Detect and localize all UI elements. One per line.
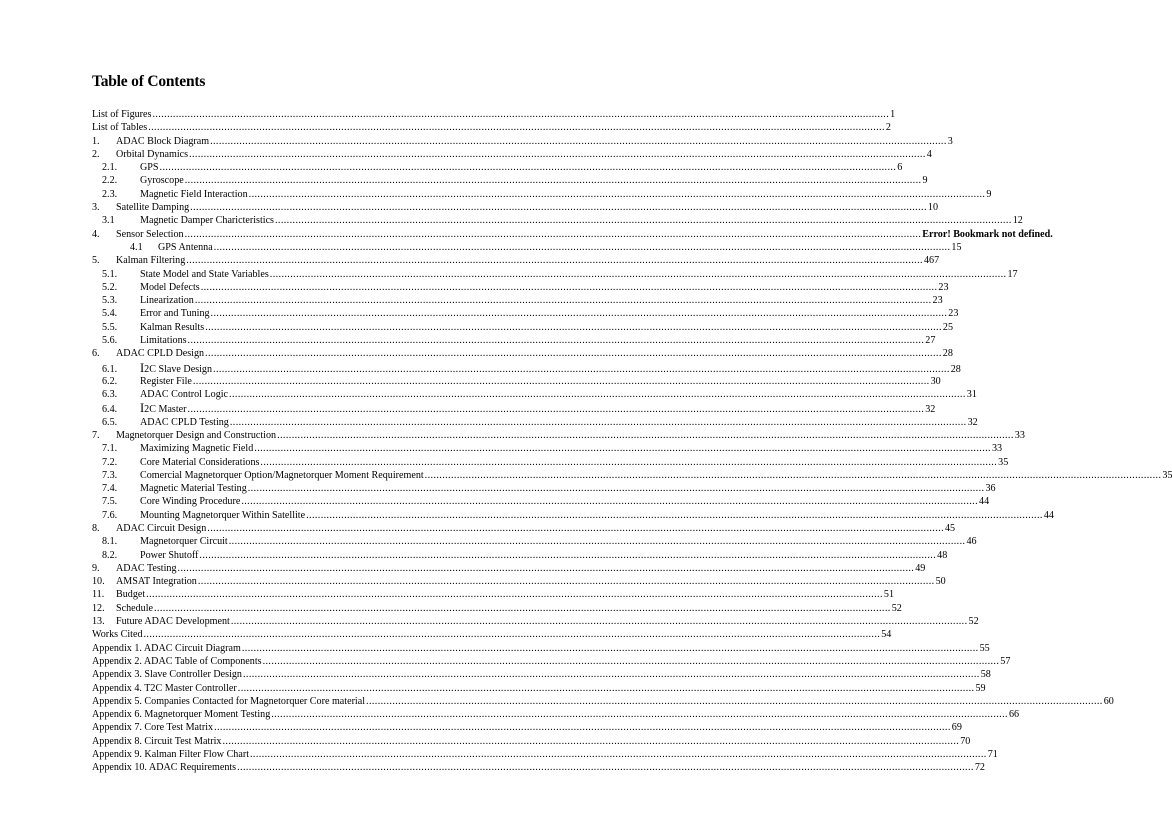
- toc-entry-title: Schedule: [116, 602, 153, 614]
- toc-dot-leader: [199, 549, 936, 562]
- toc-dot-leader: [425, 469, 1162, 482]
- toc-entry-title: Satellite Damping: [116, 202, 190, 214]
- toc-dot-leader: [185, 228, 922, 241]
- toc-entry-page: 27: [925, 335, 936, 347]
- toc-dot-leader: [148, 121, 885, 134]
- toc-entry-number: 7.: [92, 429, 100, 441]
- toc-entry-number: 5.5.: [102, 321, 118, 333]
- toc-entry-number: 2.3.: [102, 188, 118, 200]
- toc-entry-number: 5.: [92, 255, 100, 267]
- toc-entry[interactable]: [92, 682, 986, 695]
- toc-entry-page: 17: [1007, 268, 1018, 280]
- toc-entry-title: Linearization: [140, 295, 194, 307]
- toc-entry[interactable]: [92, 347, 953, 360]
- toc-dot-leader: [188, 334, 925, 347]
- toc-entry[interactable]: [92, 201, 938, 214]
- toc-list: [92, 108, 1172, 775]
- toc-entry-page: 35: [998, 456, 1009, 468]
- toc-entry[interactable]: [92, 135, 953, 148]
- toc-entry-title: Works Cited: [92, 629, 143, 641]
- toc-entry-page: 52: [968, 616, 979, 628]
- toc-entry-title: Appendix 4. T2C Master Controller: [92, 682, 237, 694]
- toc-dot-leader: [260, 456, 997, 469]
- toc-entry[interactable]: [92, 307, 959, 320]
- toc-dot-leader: [248, 482, 985, 495]
- toc-entry-page: 23: [938, 281, 949, 293]
- toc-entry-title: ADAC Block Diagram: [116, 135, 210, 147]
- toc-dot-leader: [275, 214, 1012, 227]
- toc-dot-leader: [198, 575, 935, 588]
- toc-entry[interactable]: [92, 655, 1011, 668]
- toc-dot-leader: [243, 668, 980, 681]
- toc-entry-title: Mounting Magnetorquer Within Satellite: [140, 509, 306, 521]
- toc-entry-page: 23: [932, 295, 943, 307]
- toc-entry-page: 15: [951, 241, 962, 253]
- toc-entry[interactable]: [92, 388, 977, 401]
- toc-entry-title: Appendix 6. Magnetorquer Moment Testing: [92, 709, 271, 721]
- toc-dot-leader: [160, 161, 897, 174]
- toc-dot-leader: [249, 188, 986, 201]
- toc-dot-leader: [263, 655, 1000, 668]
- toc-entry-title: GPS Antenna: [158, 241, 213, 253]
- toc-dot-leader: [231, 615, 968, 628]
- toc-entry-number: 11.: [92, 589, 105, 601]
- toc-entry-number: 2.2.: [102, 175, 118, 187]
- toc-entry-page: 59: [975, 682, 986, 694]
- toc-entry[interactable]: [92, 535, 977, 548]
- toc-dot-leader: [238, 682, 975, 695]
- toc-entry-page: 25: [942, 321, 954, 333]
- toc-entry-number: 7.2.: [102, 456, 118, 468]
- toc-dot-leader: [222, 735, 959, 748]
- toc-entry[interactable]: [92, 254, 940, 267]
- toc-entry-page: 70: [960, 735, 971, 747]
- toc-entry-title: State Model and State Variables: [140, 268, 269, 280]
- toc-dot-leader: [277, 429, 1014, 442]
- toc-dot-leader: [250, 748, 987, 761]
- toc-entry[interactable]: [92, 748, 998, 761]
- toc-entry-title: Model Defects: [140, 281, 200, 293]
- toc-entry-page: 48: [937, 549, 948, 561]
- toc-entry-title: Limitations: [140, 335, 187, 347]
- toc-entry-number: 7.5.: [102, 496, 118, 508]
- toc-entry-number: 7.6.: [102, 509, 118, 521]
- toc-entry-number: 4.: [92, 228, 100, 240]
- toc-entry[interactable]: [92, 575, 946, 588]
- toc-entry-page: 66: [1008, 709, 1020, 721]
- toc-entry-number: 8.2.: [102, 549, 118, 561]
- toc-entry-page: 35: [1162, 469, 1172, 481]
- toc-entry[interactable]: [92, 695, 1114, 708]
- toc-entry-page: 9: [922, 175, 928, 187]
- toc-entry-title: ADAC CPLD Testing: [140, 416, 229, 428]
- toc-entry-title: Magnetic Damper Charicteristics: [140, 215, 274, 227]
- toc-entry-number: 8.1.: [102, 536, 118, 548]
- toc-entry-title: Register File: [140, 375, 192, 387]
- toc-dot-leader: [152, 108, 889, 121]
- toc-entry-page: 55: [979, 642, 990, 654]
- toc-entry[interactable]: [92, 522, 956, 535]
- toc-entry-title: Orbital Dynamics: [116, 148, 189, 160]
- toc-entry[interactable]: [92, 401, 936, 416]
- toc-entry[interactable]: [92, 562, 926, 575]
- toc-entry[interactable]: [92, 469, 1172, 482]
- toc-entry-page: 44: [979, 496, 990, 508]
- toc-entry[interactable]: [92, 495, 990, 508]
- toc-entry-title: Budget: [116, 589, 146, 601]
- toc-entry-page: 12: [1012, 215, 1023, 227]
- toc-entry-page: 6: [897, 162, 903, 174]
- toc-entry-page: 2: [885, 122, 891, 134]
- toc-dot-leader: [230, 416, 967, 429]
- toc-entry-title: Core Material Considerations: [140, 456, 260, 468]
- toc-dot-leader: [195, 294, 932, 307]
- toc-entry-page: 10: [927, 202, 938, 214]
- toc-entry-page: 50: [935, 576, 946, 588]
- toc-entry-number: 6.1.: [102, 363, 118, 375]
- toc-entry-page: 33: [991, 443, 1003, 455]
- toc-dot-leader: [270, 268, 1007, 281]
- toc-entry-title: Power Shutoff: [140, 549, 199, 561]
- toc-entry-title: ADAC Control Logic: [140, 389, 229, 401]
- toc-entry-title: Core Winding Procedure: [140, 496, 241, 508]
- toc-entry-title: List of Tables: [92, 122, 148, 134]
- toc-entry-number: 12.: [92, 602, 105, 614]
- toc-entry-page: 44: [1043, 509, 1054, 521]
- toc-entry[interactable]: [92, 294, 943, 307]
- toc-entry-page: 51: [883, 589, 894, 601]
- toc-entry-page: 28: [950, 363, 961, 375]
- toc-entry-title: Appendix 8. Circuit Test Matrix: [92, 735, 222, 747]
- toc-entry-title: Appendix 9. Kalman Filter Flow Chart: [92, 749, 249, 761]
- toc-entry-number: 6.3.: [102, 389, 118, 401]
- toc-entry-title: Magnetorquer Design and Construction: [116, 429, 277, 441]
- toc-entry-number: 3.: [92, 202, 100, 214]
- toc-dot-leader: [271, 708, 1008, 721]
- toc-dot-leader: [205, 347, 942, 360]
- toc-dot-leader: [189, 148, 926, 161]
- toc-entry-title: Appendix 7. Core Test Matrix: [92, 722, 214, 734]
- toc-entry-page: 71: [987, 749, 998, 761]
- toc-entry-number: 5.6.: [102, 335, 118, 347]
- toc-entry[interactable]: [92, 549, 948, 562]
- toc-entry-number: 9.: [92, 562, 100, 574]
- toc-entry-number: 5.4.: [102, 308, 118, 320]
- toc-entry[interactable]: [92, 241, 962, 254]
- toc-entry-page: 23: [948, 308, 959, 320]
- toc-dot-leader: [193, 375, 930, 388]
- toc-entry-title: Appendix 10. ADAC Requirements: [92, 762, 237, 774]
- toc-entry[interactable]: [92, 628, 892, 641]
- toc-entry-title: List of Figures: [92, 109, 152, 120]
- toc-dot-leader: [186, 254, 923, 267]
- toc-entry-page: 33: [1014, 429, 1025, 441]
- toc-dot-leader: [210, 135, 947, 148]
- toc-entry-title: Error and Tuning: [140, 308, 210, 320]
- toc-dot-leader: [241, 495, 978, 508]
- toc-entry-title: Appendix 5. Companies Contacted for Magnetorquer Core material: [92, 695, 366, 707]
- toc-dot-leader: [154, 602, 891, 615]
- toc-entry-title: Magnetorquer Circuit: [140, 536, 228, 548]
- toc-dot-leader: [190, 201, 927, 214]
- toc-dot-leader: [242, 642, 979, 655]
- toc-entry[interactable]: [92, 761, 985, 774]
- toc-entry-number: 3.1: [102, 215, 115, 227]
- toc-entry-number: 7.3.: [102, 469, 118, 481]
- toc-entry-title: Future ADAC Development: [116, 616, 230, 628]
- toc-entry-page: 3: [947, 135, 953, 147]
- toc-dot-leader: [201, 281, 938, 294]
- toc-entry-page: 4: [926, 148, 932, 160]
- toc-entry-page: 31: [966, 389, 977, 401]
- toc-entry-title: ADAC CPLD Design: [116, 348, 205, 360]
- toc-entry-title: Gyroscope: [140, 175, 184, 187]
- toc-entry-page: 54: [881, 629, 892, 641]
- toc-dot-leader: [146, 588, 883, 601]
- toc-entry-number: 8.: [92, 522, 100, 534]
- toc-entry-number: 7.1.: [102, 443, 118, 455]
- toc-entry-title: ADAC Circuit Design: [116, 522, 207, 534]
- toc-entry-title: Sensor Selection: [116, 228, 184, 240]
- toc-entry-number: 6.2.: [102, 375, 118, 387]
- toc-entry-number: 5.2.: [102, 281, 118, 293]
- toc-entry[interactable]: [92, 615, 979, 628]
- toc-entry-page: 58: [980, 669, 991, 681]
- toc-entry[interactable]: [92, 735, 971, 748]
- toc-entry[interactable]: [92, 214, 1023, 227]
- toc-entry-number: 1.: [92, 135, 100, 147]
- toc-entry-page: 30: [930, 375, 941, 387]
- toc-entry-number: 5.1.: [102, 268, 118, 280]
- toc-heading: Table of Contents: [92, 73, 206, 90]
- toc-entry-page: 57: [1000, 655, 1011, 667]
- toc-entry-title: Kalman Results: [140, 321, 205, 333]
- toc-dot-leader: [214, 241, 951, 254]
- toc-entry-number: 7.4.: [102, 483, 118, 495]
- toc-entry-page: 1: [890, 109, 896, 120]
- toc-entry[interactable]: [92, 721, 962, 734]
- toc-entry-number: 2.: [92, 148, 100, 160]
- toc-dot-leader: [185, 174, 922, 187]
- toc-entry-number: 13.: [92, 616, 105, 628]
- toc-entry[interactable]: [92, 482, 996, 495]
- toc-entry[interactable]: [92, 375, 941, 388]
- toc-entry-page: 467: [923, 255, 940, 267]
- toc-entry-title: Appendix 2. ADAC Table of Components: [92, 655, 262, 667]
- toc-entry-number: 6.4.: [102, 404, 118, 416]
- toc-entry[interactable]: [92, 429, 1025, 442]
- toc-entry-title: Magnetic Field Interaction: [140, 188, 248, 200]
- toc-entry-page: 69: [951, 722, 962, 734]
- toc-dot-leader: [254, 442, 991, 455]
- toc-entry[interactable]: [92, 108, 896, 121]
- toc-entry[interactable]: [92, 174, 928, 187]
- toc-entry-title: Magnetic Material Testing: [140, 483, 247, 495]
- toc-entry-page: 52: [891, 602, 902, 614]
- toc-entry-title: Kalman Filtering: [116, 255, 186, 267]
- toc-entry[interactable]: [92, 268, 1018, 281]
- toc-dot-leader: [237, 761, 974, 774]
- toc-entry-title: AMSAT Integration: [116, 576, 197, 588]
- toc-dot-leader: [211, 307, 948, 320]
- toc-entry-title: Comercial Magnetorquer Option/Magnetorquer Moment Requirement: [140, 469, 424, 481]
- toc-entry-number: 10.: [92, 576, 105, 588]
- toc-entry-title: Appendix 3. Slave Controller Design: [92, 669, 242, 681]
- toc-entry[interactable]: [92, 148, 932, 161]
- toc-entry-page: 32: [967, 416, 978, 428]
- toc-entry[interactable]: [92, 228, 1053, 241]
- toc-entry[interactable]: [92, 602, 902, 615]
- toc-entry[interactable]: [92, 416, 978, 429]
- toc-dot-leader: [205, 321, 942, 334]
- toc-dot-leader: [366, 695, 1103, 708]
- toc-entry-title: GPS: [140, 162, 159, 174]
- toc-entry[interactable]: [92, 588, 894, 601]
- toc-entry-page: Error! Bookmark not defined.: [922, 228, 1053, 240]
- toc-entry[interactable]: [92, 509, 1054, 522]
- toc-entry[interactable]: [92, 442, 1003, 455]
- toc-entry[interactable]: [92, 121, 891, 134]
- toc-dot-leader: [207, 522, 944, 535]
- toc-entry-title: Maximizing Magnetic Field: [140, 443, 254, 455]
- toc-entry[interactable]: [92, 642, 990, 655]
- toc-dot-leader: [214, 721, 951, 734]
- toc-entry[interactable]: [92, 321, 954, 334]
- toc-entry-page: 36: [985, 483, 996, 495]
- toc-entry-title: I2C Master: [140, 401, 187, 416]
- toc-entry[interactable]: [92, 708, 1020, 721]
- toc-entry-page: 46: [966, 536, 977, 548]
- toc-dot-leader: [306, 509, 1043, 522]
- toc-entry-page: 60: [1103, 695, 1114, 707]
- toc-dot-leader: [229, 388, 966, 401]
- toc-entry[interactable]: [92, 188, 992, 201]
- toc-entry-page: 9: [986, 188, 992, 200]
- toc-entry-number: 6.5.: [102, 416, 118, 428]
- toc-entry-page: 45: [945, 522, 956, 534]
- toc-entry-title: ADAC Testing: [116, 562, 177, 574]
- toc-entry-number: 5.3.: [102, 295, 118, 307]
- toc-entry[interactable]: [92, 334, 936, 347]
- toc-entry-page: 32: [925, 404, 936, 416]
- toc-entry-page: 72: [974, 762, 985, 774]
- toc-entry-page: 28: [942, 348, 953, 360]
- toc-entry-number: 2.1.: [102, 162, 118, 174]
- toc-entry-title: Appendix 1. ADAC Circuit Diagram: [92, 642, 241, 654]
- toc-entry[interactable]: [92, 456, 1009, 469]
- toc-entry-page: 49: [915, 562, 926, 574]
- toc-entry[interactable]: [92, 281, 949, 294]
- toc-dot-leader: [229, 535, 966, 548]
- toc-entry-title: I2C Slave Design: [140, 360, 213, 375]
- toc-entry[interactable]: [92, 161, 903, 174]
- toc-entry-number: 6.: [92, 348, 100, 360]
- toc-dot-leader: [144, 628, 881, 641]
- toc-entry-number: 4.1: [130, 241, 143, 253]
- toc-entry[interactable]: [92, 668, 991, 681]
- toc-entry[interactable]: [92, 360, 961, 375]
- toc-dot-leader: [178, 562, 915, 575]
